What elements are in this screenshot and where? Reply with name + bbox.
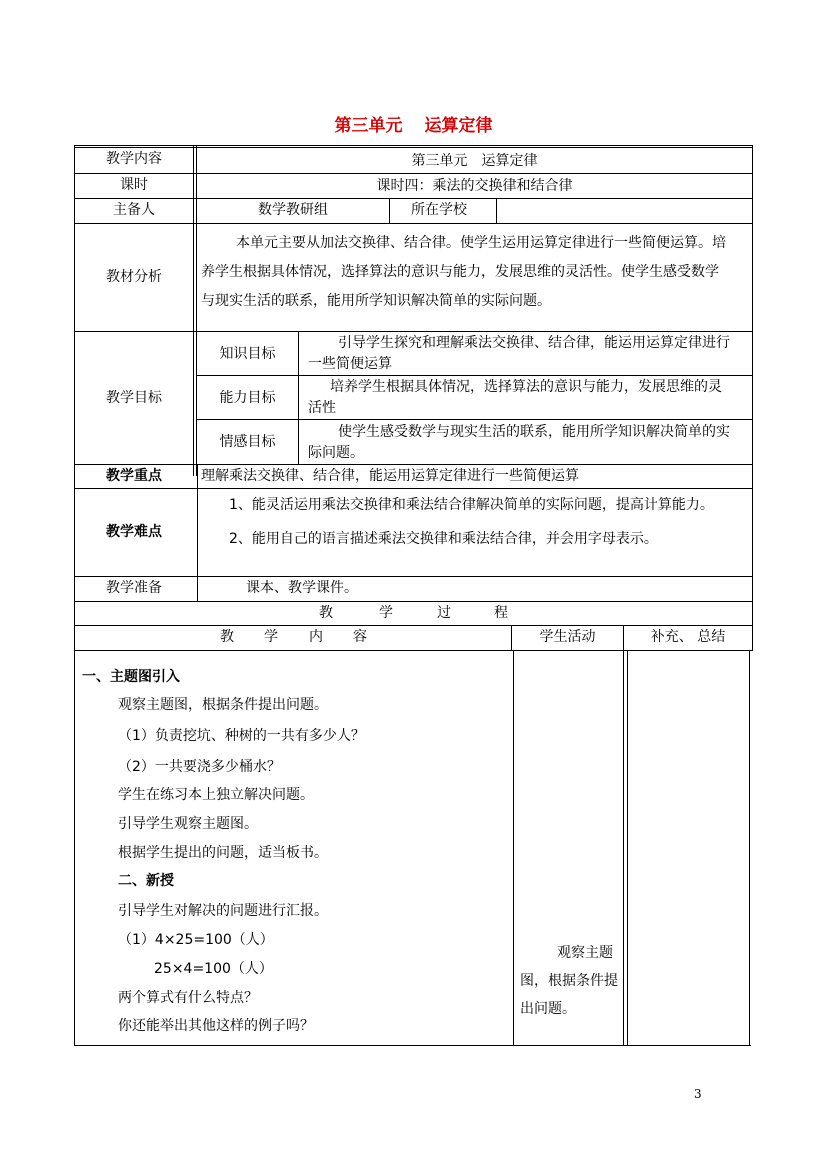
page-title-topic: 运算定律: [424, 116, 493, 136]
goal-emotion-line-1: 使学生感受数学与现实生活的联系，能用所学知识解决简单的实: [338, 424, 730, 440]
student-activity-line-2: 图，根据条件提: [520, 973, 618, 989]
process-line: 引导学生观察主题图。: [118, 816, 258, 832]
process-line: 你还能举出其他这样的例子吗？: [118, 1018, 314, 1034]
goal-ability-line-1: 培养学生根据具体情况，选择算法的意识与能力，发展思维的灵: [330, 379, 722, 395]
goal-emotion-line-2: 际问题。: [308, 445, 364, 461]
section-1-title: 一、主题图引入: [82, 669, 180, 685]
analysis-line-1: 本单元主要从加法交换律、结合律。使学生运用运算定律进行一些简便运算。培: [236, 235, 726, 251]
goal-ability-line-2: 活性: [308, 400, 336, 416]
analysis-line-2: 养学生根据具体情况，选择算法的意识与能力，发展思维的灵活性。使学生感受数学: [201, 264, 719, 280]
page-title: [0, 111, 827, 136]
difficulty-line-2: 2、能用自己的语言描述乘法交换律和乘法结合律，并会用字母表示。: [229, 531, 658, 547]
page-title-unit: 第三单元: [334, 116, 403, 136]
key-point-label: 教学重点: [106, 468, 162, 484]
process-line: 学生在练习本上独立解决问题。: [118, 787, 314, 803]
lesson-value: 课时四：乘法的交换律和结合律: [376, 178, 573, 194]
goal-knowledge-line-1: 引导学生探究和理解乘法交换律、结合律，能运用运算定律进行: [338, 335, 730, 351]
host-label: 主备人: [113, 202, 155, 218]
student-activity-line-1: 观察主题: [557, 945, 613, 961]
difficulty-line-1: 1、能灵活运用乘法交换律和乘法结合律解决简单的实际问题，提高计算能力。: [229, 497, 714, 513]
host-value: 数学教研组: [258, 202, 328, 218]
lesson-label: 课时: [120, 177, 148, 193]
summary-header: 补充、 总结: [650, 629, 726, 645]
goals-label: 教学目标: [106, 390, 162, 406]
content-label: 教学内容: [106, 151, 162, 167]
page-number: 3: [694, 1087, 702, 1101]
process-line: 25×4=100（人）: [154, 961, 273, 977]
goal-knowledge-label: 知识目标: [219, 346, 276, 362]
content-value: 第三单元 运算定律: [411, 153, 538, 169]
goal-emotion-label: 情感目标: [219, 434, 276, 450]
process-line: 观察主题图，根据条件提出问题。: [118, 697, 328, 713]
key-point-value: 理解乘法交换律、结合律，能运用运算定律进行一些简便运算: [201, 468, 579, 484]
prep-value: 课本、教学课件。: [246, 580, 358, 596]
process-line: 两个算式有什么特点？: [118, 990, 258, 1006]
process-line: （1）负责挖坑、种树的一共有多少人？: [118, 728, 365, 744]
process-line: （2）一共要浇多少桶水？: [118, 759, 281, 775]
analysis-label: 教材分析: [106, 269, 162, 285]
school-label: 所在学校: [411, 202, 467, 218]
prep-label: 教学准备: [106, 580, 162, 596]
process-line: 根据学生提出的问题，适当板书。: [118, 845, 328, 861]
goal-knowledge-line-2: 一些简便运算: [308, 356, 392, 372]
student-activity-line-3: 出问题。: [520, 1001, 576, 1017]
section-2-title: 二、新授: [118, 873, 174, 889]
process-line: （1）4×25=100（人）: [118, 932, 274, 948]
process-line: 引导学生对解决的问题进行汇报。: [118, 903, 328, 919]
student-activity-header: 学生活动: [539, 629, 596, 645]
analysis-line-3: 与现实生活的联系，能用所学知识解决简单的实际问题。: [201, 293, 551, 309]
difficulty-label: 教学难点: [106, 524, 162, 540]
goal-ability-label: 能力目标: [219, 390, 276, 406]
